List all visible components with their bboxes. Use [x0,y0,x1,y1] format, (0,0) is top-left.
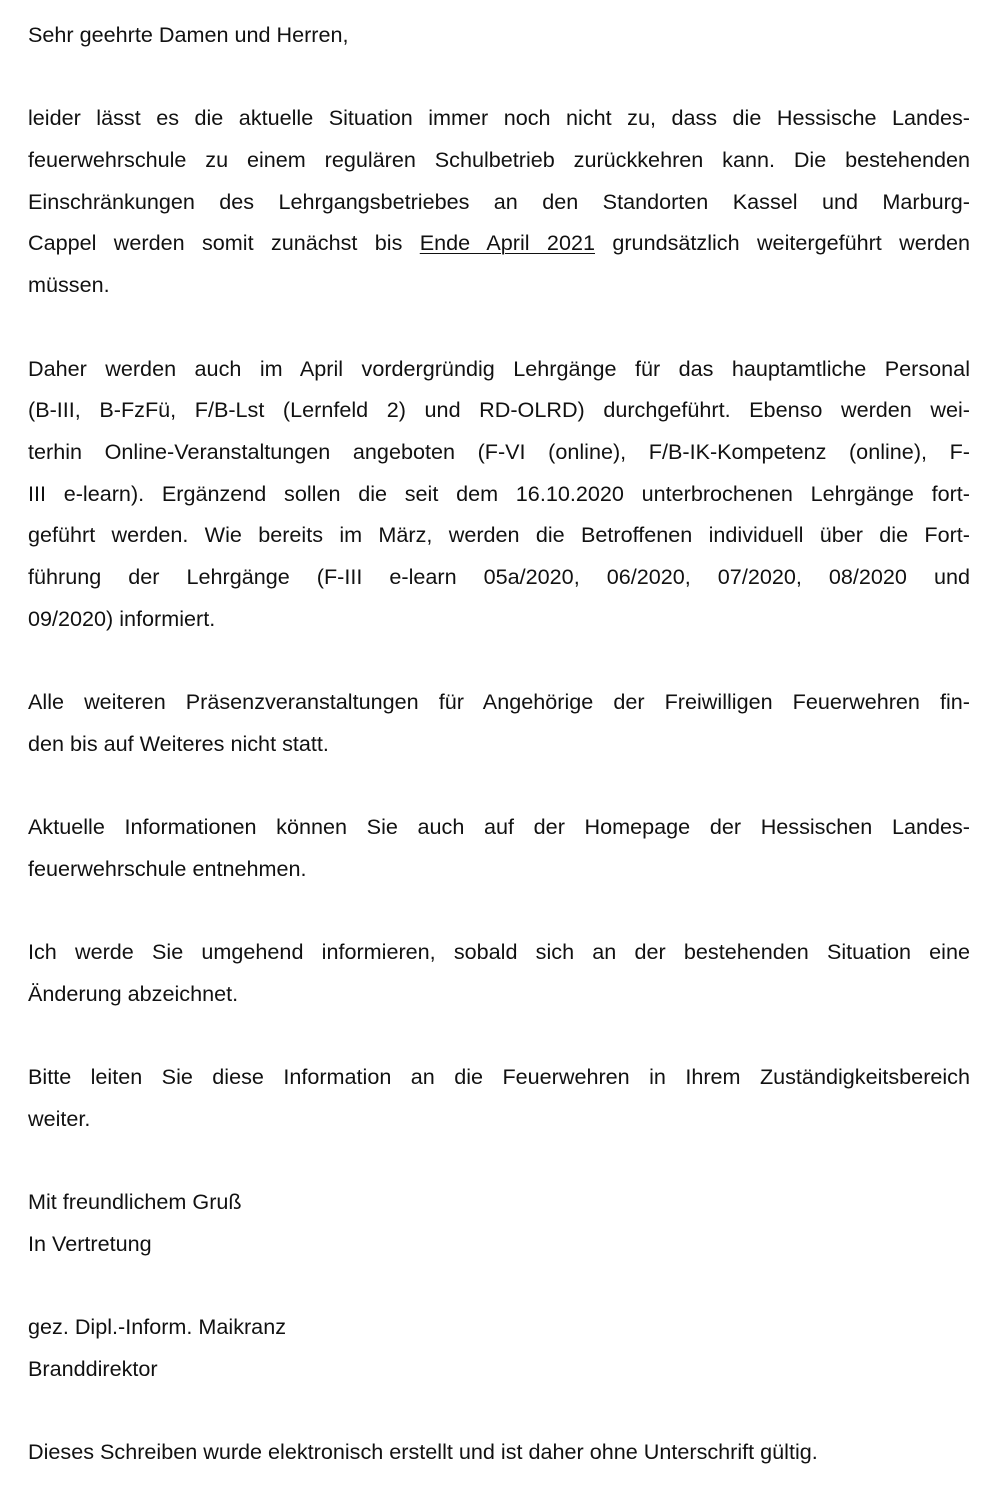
paragraph-line: terhin Online-Veranstaltungen angeboten (F-VI (online), F/B-IK-Kompetenz (online), F- [28,438,970,464]
signatory-name: gez. Dipl.-Inform. Maikranz [28,1314,286,1340]
paragraph-line: Aktuelle Informationen können Sie auch auf der Homepage der Hessischen Landes- [28,814,970,840]
paragraph-school-operations [28,97,970,305]
spacer [28,1140,970,1182]
paragraph-volunteer-events [28,681,970,764]
letter-body [28,14,970,1473]
paragraph-line: führung der Lehrgänge (F-III e-learn 05a/2020, 06/2020, 07/2020, 08/2020 und [28,563,970,589]
underlined-deadline: Ende April 2021 [419,230,595,256]
spacer [28,889,970,931]
paragraph-notification [28,931,970,1014]
spacer [28,306,970,348]
electronic-validity-note: Dieses Schreiben wurde elektronisch erstellt und ist daher ohne Unterschrift gültig. [28,1439,818,1465]
paragraph-line: III e-learn). Ergänzend sollen die seit dem 16.10.2020 unterbrochenen Lehrgänge fort- [28,480,970,506]
paragraph-line: 09/2020) informiert. [28,605,216,631]
paragraph-line: geführt werden. Wie bereits im März, werden die Betroffenen individuell über die Fort- [28,522,970,548]
paragraph-line: leider lässt es die aktuelle Situation immer noch nicht zu, dass die Hessische Landes- [28,105,970,131]
paragraph-line: (B-III, B-FzFü, F/B-Lst (Lernfeld 2) und RD-OLRD) durchgeführt. Ebenso werden wei- [28,397,970,423]
paragraph-line: feuerwehrschule zu einem regulären Schulbetrieb zurückkehren kann. Die bestehenden [28,147,970,173]
spacer [28,1015,970,1057]
spacer [28,639,970,681]
paragraph-line: Ich werde Sie umgehend informieren, sobald sich an der bestehenden Situation eine [28,939,970,965]
closing-line: Mit freundlichem Gruß [28,1189,242,1215]
paragraph-homepage-info [28,806,970,889]
paragraph-line: Einschränkungen des Lehrgangsbetriebes an den Standorten Kassel und Marburg- [28,188,970,214]
spacer [28,56,970,98]
closing-line: In Vertretung [28,1230,152,1256]
paragraph-line: weiter. [28,1105,91,1131]
text-fragment: Cappel werden somit zunächst bis [28,230,403,256]
spacer [28,764,970,806]
paragraph-april-courses [28,348,970,640]
paragraph-line: Alle weiteren Präsenzveranstaltungen für Angehörige der Freiwilligen Feuerwehren fin- [28,689,970,714]
signatory-title: Branddirektor [28,1356,158,1381]
paragraph-line: müssen. [28,272,110,298]
paragraph-line: den bis auf Weiteres nicht statt. [28,730,329,756]
closing [28,1181,970,1264]
salutation: Sehr geehrte Damen und Herren, [28,22,349,47]
signature-block [28,1306,970,1389]
spacer [28,1265,970,1307]
paragraph-line: Daher werden auch im April vordergründig Lehrgänge für das hauptamtliche Personal [28,355,970,381]
paragraph-line: Bitte leiten Sie diese Information an die Feuerwehren in Ihrem Zuständigkeitsbereich [28,1064,970,1090]
spacer [28,1390,970,1432]
text-fragment: grundsätzlich weitergeführt werden [612,230,970,256]
paragraph-line: feuerwehrschule entnehmen. [28,855,307,881]
paragraph-forwarding-request [28,1056,970,1139]
paragraph-line: Änderung abzeichnet. [28,980,239,1006]
paragraph-line [28,222,970,264]
